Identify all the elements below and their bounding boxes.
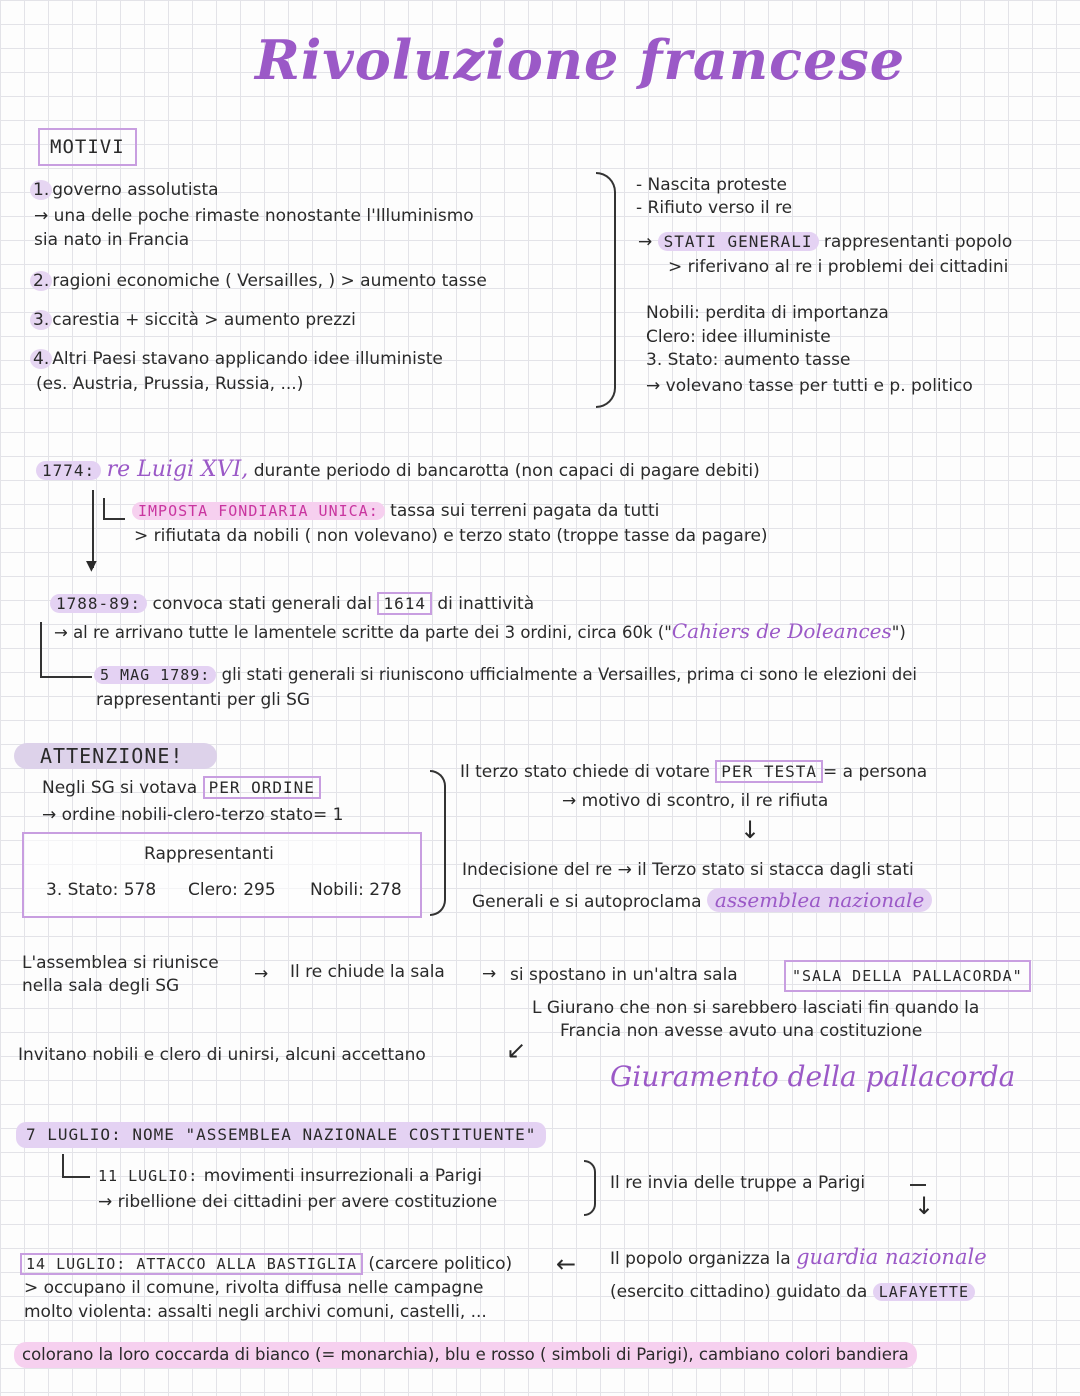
page-title: Rivoluzione francese xyxy=(255,28,906,92)
motivo-4-text: Altri Paesi stavano applicando idee illuministe xyxy=(52,349,443,369)
ordine-line: → ordine nobili-clero-terzo stato= 1 xyxy=(42,805,344,825)
cahiers-line xyxy=(54,619,906,645)
scontro-line: → motivo di scontro, il re rifiuta xyxy=(562,791,829,811)
cahiers-pre: → al re arrivano tutte le lamentele scritte da parte dei 3 ordini, circa 60k (" xyxy=(54,623,672,642)
brace xyxy=(596,172,616,408)
per-testa-line xyxy=(460,760,927,784)
stati-generali-highlight: STATI GENERALI xyxy=(658,232,819,251)
guardia-nazionale: guardia nazionale xyxy=(796,1245,987,1269)
year-1788: 1788-89: xyxy=(50,594,147,613)
volevano-line: → volevano tasse per tutti e p. politico xyxy=(646,376,973,396)
invitano-line: Invitano nobili e clero di unirsi, alcuni accettano xyxy=(18,1045,426,1065)
stati-generali-sub: > riferivano al re i problemi dei cittadini xyxy=(668,257,1009,277)
votava-text: Negli SG si votava xyxy=(42,778,198,798)
carcere-politico: (carcere politico) xyxy=(368,1254,513,1274)
per-testa-text: Il terzo stato chiede di votare xyxy=(460,762,710,782)
cahiers-de-doleances: Cahiers de Doleances xyxy=(671,619,892,643)
sala-pallacorda: "SALA DELLA PALLACORDA" xyxy=(784,960,1031,992)
arrow-right-icon: → xyxy=(482,964,497,984)
luglio-11-line xyxy=(98,1164,482,1188)
si-spostano: si spostano in un'altra sala xyxy=(510,965,738,985)
connector-luglio-h xyxy=(62,1176,90,1178)
arrow-right-icon: → xyxy=(638,232,653,252)
violenta-line: molto violenta: assalti negli archivi comuni, castelli, ... xyxy=(24,1302,487,1322)
connector-truppe-h xyxy=(910,1184,926,1186)
arrow-right-icon: → xyxy=(254,964,269,984)
motivi-label: MOTIVI xyxy=(38,128,137,166)
luglio-14: 14 LUGLIO: ATTACCO ALLA BASTIGLIA xyxy=(20,1253,363,1275)
year-1788-line xyxy=(50,592,534,616)
autoproclama-text: Generali e si autoproclama xyxy=(472,892,702,912)
luglio-7: 7 LUGLIO: NOME "ASSEMBLEA NAZIONALE COSTITUENTE" xyxy=(16,1122,546,1148)
imposta-fondiaria: IMPOSTA FONDIARIA UNICA: xyxy=(132,502,385,520)
motivo-2 xyxy=(30,269,487,293)
cahiers-post: ") xyxy=(891,623,906,642)
re-luigi: re Luigi XVI, xyxy=(106,457,249,482)
rappresentanti-nobili: Nobili: 278 xyxy=(310,880,402,900)
rifiuto-re: - Rifiuto verso il re xyxy=(636,198,793,218)
popolo-text: Il popolo organizza la xyxy=(610,1249,791,1269)
motivo-3-number: 3. xyxy=(30,310,52,330)
nobili-line: Nobili: perdita di importanza xyxy=(646,303,889,323)
rappresentanti-terzo-stato: 3. Stato: 578 xyxy=(46,880,157,900)
connector-1788 xyxy=(40,622,42,676)
arrow-down-icon: ↓ xyxy=(914,1192,935,1220)
motivo-2-number: 2. xyxy=(30,271,52,291)
year-1614-box: 1614 xyxy=(377,592,432,615)
luglio-11: 11 LUGLIO: xyxy=(98,1167,199,1185)
year-1774-text: durante periodo di bancarotta (non capaci di pagare debiti) xyxy=(253,461,760,481)
connector-1774 xyxy=(92,490,94,568)
rifiutata-line: > rifiutata da nobili ( non volevano) e terzo stato (troppe tasse da pagare) xyxy=(134,526,768,546)
giurano-line: L Giurano che non si sarebbero lasciati fin quando la xyxy=(532,998,980,1018)
motivo-1-text: governo assolutista xyxy=(52,180,219,200)
brace-luglio xyxy=(584,1160,596,1216)
motivo-3 xyxy=(30,308,356,332)
connector-1788-h xyxy=(40,676,92,678)
brace-attenzione xyxy=(430,770,446,916)
connector-imposta xyxy=(103,498,105,518)
indecisione-line: Indecisione del re → il Terzo stato si stacca dagli stati xyxy=(462,860,914,880)
esercito-text: (esercito cittadino) guidato da xyxy=(610,1282,868,1302)
terzo-stato-line: 3. Stato: aumento tasse xyxy=(646,350,851,370)
autoproclama-line xyxy=(472,888,932,914)
sala-sg: nella sala degli SG xyxy=(22,976,180,996)
year-1774-line xyxy=(36,458,760,483)
stati-generali-line xyxy=(638,230,1012,254)
motivo-4-number: 4. xyxy=(30,349,52,369)
motivo-1-sub1: → una delle poche rimaste nonostante l'Illuminismo xyxy=(34,206,474,226)
motivo-3-text: carestia + siccità > aumento prezzi xyxy=(52,310,356,330)
re-chiude-sala: Il re chiude la sala xyxy=(290,962,445,982)
maggio-text: gli stati generali si riuniscono ufficialmente a Versailles, prima ci sono le elezioni dei xyxy=(221,665,918,684)
motivo-4-sub: (es. Austria, Prussia, Russia, ...) xyxy=(36,374,304,394)
clero-line: Clero: idee illuministe xyxy=(646,327,831,347)
assemblea-riunisce: L'assemblea si riunisce xyxy=(22,953,219,973)
arrow-back-icon: ↙ xyxy=(506,1036,527,1064)
truppe-line: Il re invia delle truppe a Parigi xyxy=(610,1173,866,1193)
motivo-4 xyxy=(30,347,443,371)
motivo-1 xyxy=(30,178,219,202)
coccarda-line: colorano la loro coccarda di bianco (= monarchia), blu e rosso ( simboli di Parigi), cambiano colori bandiera xyxy=(14,1342,917,1368)
ribellione-line: → ribellione dei cittadini per avere costituzione xyxy=(98,1192,498,1212)
motivo-2-text: ragioni economiche ( Versailles, ) > aumento tasse xyxy=(52,271,487,291)
luglio-14-line xyxy=(20,1252,512,1276)
costituzione-line: Francia non avesse avuto una costituzione xyxy=(560,1021,923,1041)
rappresentanti-title: Rappresentanti xyxy=(144,844,274,864)
maggio-line xyxy=(94,663,917,687)
maggio-1789: 5 MAG 1789: xyxy=(94,666,216,684)
arrow-down-icon: ↓ xyxy=(740,816,761,844)
per-testa-text2: = a persona xyxy=(823,762,928,782)
imposta-text: tassa sui terreni pagata da tutti xyxy=(390,501,660,521)
connector-luglio xyxy=(62,1154,64,1176)
maggio-text2: rappresentanti per gli SG xyxy=(96,690,311,710)
imposta-line xyxy=(132,499,659,523)
attenzione-label: ATTENZIONE! xyxy=(14,743,217,769)
motivo-1-number: 1. xyxy=(30,180,52,200)
arrow-down-icon: ▼ xyxy=(86,558,97,574)
rappresentanti-table xyxy=(22,832,422,918)
stati-generali-text: rappresentanti popolo xyxy=(823,232,1013,252)
rappresentanti-clero: Clero: 295 xyxy=(188,880,276,900)
occupano-line: > occupano il comune, rivolta diffusa nelle campagne xyxy=(24,1278,484,1298)
giuramento-pallacorda: Giuramento della pallacorda xyxy=(610,1060,1016,1093)
assemblea-nazionale: assemblea nazionale xyxy=(707,888,932,912)
arrow-left-icon: ← xyxy=(556,1250,577,1278)
luglio-11-text: movimenti insurrezionali a Parigi xyxy=(203,1166,482,1186)
lafayette: LAFAYETTE xyxy=(873,1283,975,1301)
per-ordine: PER ORDINE xyxy=(203,776,321,799)
popolo-line xyxy=(610,1245,987,1271)
year-1788-text2: di inattività xyxy=(437,594,535,614)
connector-imposta-h xyxy=(103,518,125,520)
motivo-1-sub2: sia nato in Francia xyxy=(34,230,190,250)
votava-line xyxy=(42,776,321,800)
esercito-line xyxy=(610,1280,975,1304)
nascita-proteste: - Nascita proteste xyxy=(636,175,787,195)
year-1774: 1774: xyxy=(36,461,101,480)
year-1788-text: convoca stati generali dal xyxy=(152,594,373,614)
per-testa: PER TESTA xyxy=(715,760,823,783)
